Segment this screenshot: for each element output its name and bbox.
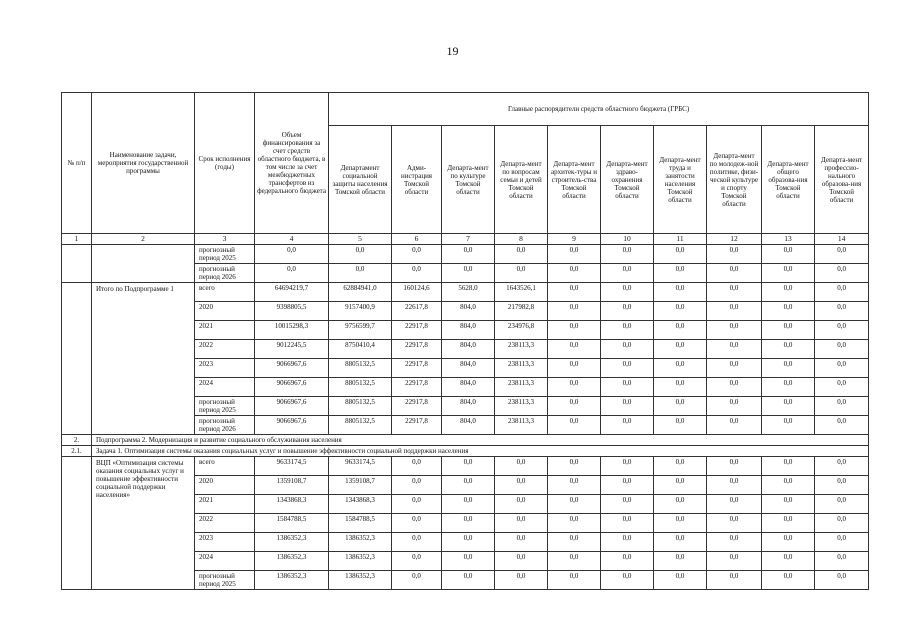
value-cell: 0,0 xyxy=(815,340,869,359)
value-cell: 22917,8 xyxy=(392,378,442,397)
value-cell: 0,0 xyxy=(654,495,707,514)
section-row xyxy=(62,435,869,446)
section-index: 2. xyxy=(62,435,92,446)
row-year: 2024 xyxy=(195,552,255,571)
value-cell: 0,0 xyxy=(442,457,495,476)
value-cell: 0,0 xyxy=(548,416,601,435)
row-year: всего xyxy=(195,283,255,302)
col-number: 11 xyxy=(654,234,707,245)
value-cell: 0,0 xyxy=(495,533,548,552)
value-cell: 9398805,5 xyxy=(255,302,329,321)
value-cell: 1343868,3 xyxy=(255,495,329,514)
value-cell: 0,0 xyxy=(815,533,869,552)
col-number: 1 xyxy=(62,234,92,245)
value-cell: 0,0 xyxy=(548,571,601,590)
value-cell: 1584788,5 xyxy=(255,514,329,533)
value-cell: 0,0 xyxy=(601,552,654,571)
col-number: 10 xyxy=(601,234,654,245)
value-cell: 0,0 xyxy=(495,264,548,283)
col-number: 3 xyxy=(195,234,255,245)
value-cell: 9756599,7 xyxy=(329,321,392,340)
value-cell: 0,0 xyxy=(548,264,601,283)
value-cell: 0,0 xyxy=(762,264,815,283)
header-grbs-general-education: Департа-мент общего образова-ния Томской области xyxy=(762,126,815,234)
value-cell: 0,0 xyxy=(392,264,442,283)
value-cell: 0,0 xyxy=(707,302,762,321)
value-cell: 0,0 xyxy=(815,302,869,321)
value-cell: 0,0 xyxy=(442,514,495,533)
value-cell: 0,0 xyxy=(815,264,869,283)
value-cell: 1643526,1 xyxy=(495,283,548,302)
value-cell: 0,0 xyxy=(601,495,654,514)
value-cell: 0,0 xyxy=(707,321,762,340)
value-cell: 0,0 xyxy=(392,533,442,552)
col-number: 13 xyxy=(762,234,815,245)
value-cell: 0,0 xyxy=(601,302,654,321)
table-row xyxy=(62,457,869,476)
value-cell: 9066967,6 xyxy=(255,416,329,435)
value-cell: 0,0 xyxy=(707,359,762,378)
value-cell: 0,0 xyxy=(815,416,869,435)
value-cell: 0,0 xyxy=(442,245,495,264)
value-cell: 0,0 xyxy=(601,397,654,416)
value-cell: 0,0 xyxy=(762,476,815,495)
row-year: прогнозный период 2025 xyxy=(195,571,255,590)
value-cell: 0,0 xyxy=(495,457,548,476)
value-cell: 0,0 xyxy=(654,321,707,340)
value-cell: 0,0 xyxy=(442,571,495,590)
value-cell: 1386352,3 xyxy=(329,571,392,590)
value-cell: 0,0 xyxy=(601,514,654,533)
value-cell: 22617,8 xyxy=(392,302,442,321)
header-name: Наименование задачи, мероприятия государственной программы xyxy=(92,93,195,234)
header-grbs-group: Главные распорядители средств областного бюджета (ГРБС) xyxy=(329,93,869,126)
value-cell: 1359108,7 xyxy=(255,476,329,495)
value-cell: 0,0 xyxy=(601,416,654,435)
value-cell: 0,0 xyxy=(762,416,815,435)
value-cell: 0,0 xyxy=(815,495,869,514)
value-cell: 0,0 xyxy=(442,533,495,552)
value-cell: 804,0 xyxy=(442,340,495,359)
value-cell: 0,0 xyxy=(601,359,654,378)
value-cell: 0,0 xyxy=(707,571,762,590)
value-cell: 238113,3 xyxy=(495,416,548,435)
value-cell: 1359108,7 xyxy=(329,476,392,495)
value-cell: 9066967,6 xyxy=(255,378,329,397)
row-year: 2023 xyxy=(195,359,255,378)
value-cell: 0,0 xyxy=(442,264,495,283)
row-year: 2022 xyxy=(195,340,255,359)
value-cell: 0,0 xyxy=(654,264,707,283)
row-year: прогнозный период 2026 xyxy=(195,264,255,283)
value-cell: 1386352,3 xyxy=(329,533,392,552)
value-cell: 0,0 xyxy=(654,457,707,476)
value-cell: 0,0 xyxy=(548,514,601,533)
value-cell: 1386352,3 xyxy=(255,552,329,571)
value-cell: 0,0 xyxy=(815,457,869,476)
value-cell: 0,0 xyxy=(392,571,442,590)
value-cell: 0,0 xyxy=(548,321,601,340)
row-name: Итого по Подпрограмме 1 xyxy=(92,283,195,435)
value-cell: 0,0 xyxy=(762,321,815,340)
value-cell: 0,0 xyxy=(601,457,654,476)
value-cell: 0,0 xyxy=(762,514,815,533)
value-cell: 804,0 xyxy=(442,302,495,321)
value-cell: 0,0 xyxy=(654,416,707,435)
value-cell: 0,0 xyxy=(601,533,654,552)
value-cell: 804,0 xyxy=(442,321,495,340)
value-cell: 0,0 xyxy=(392,495,442,514)
value-cell: 9066967,6 xyxy=(255,397,329,416)
value-cell: 0,0 xyxy=(707,533,762,552)
col-number: 4 xyxy=(255,234,329,245)
value-cell: 1386352,3 xyxy=(329,552,392,571)
value-cell: 0,0 xyxy=(815,571,869,590)
value-cell: 804,0 xyxy=(442,416,495,435)
row-year: прогнозный период 2026 xyxy=(195,416,255,435)
value-cell: 234976,8 xyxy=(495,321,548,340)
row-year: 2022 xyxy=(195,514,255,533)
value-cell: 0,0 xyxy=(707,416,762,435)
header-grbs-professional-education: Департа-мент профессио-нального образова-ния Томской области xyxy=(815,126,869,234)
value-cell: 0,0 xyxy=(601,378,654,397)
value-cell: 0,0 xyxy=(654,514,707,533)
value-cell: 0,0 xyxy=(548,340,601,359)
section-title: Подпрограмма 2. Модернизация и развитие социального обслуживания населения xyxy=(92,435,869,446)
value-cell: 0,0 xyxy=(654,245,707,264)
value-cell: 217982,8 xyxy=(495,302,548,321)
value-cell: 0,0 xyxy=(548,378,601,397)
value-cell: 0,0 xyxy=(329,245,392,264)
row-year: прогнозный период 2025 xyxy=(195,245,255,264)
row-year: прогнозный период 2025 xyxy=(195,397,255,416)
value-cell: 0,0 xyxy=(707,495,762,514)
value-cell: 0,0 xyxy=(654,571,707,590)
value-cell: 0,0 xyxy=(815,397,869,416)
value-cell: 0,0 xyxy=(654,476,707,495)
value-cell: 0,0 xyxy=(392,552,442,571)
row-year: 2021 xyxy=(195,321,255,340)
row-name xyxy=(92,245,195,283)
row-name: ВЦП «Оптимизация системы оказания социальных услуг и повышение эффективности социальной поддержки населения» xyxy=(92,457,195,590)
value-cell: 0,0 xyxy=(815,378,869,397)
value-cell: 0,0 xyxy=(707,552,762,571)
value-cell: 0,0 xyxy=(392,245,442,264)
col-number: 6 xyxy=(392,234,442,245)
value-cell: 0,0 xyxy=(707,264,762,283)
section-title: Задача 1. Оптимизация системы оказания социальных услуг и повышение эффективности социальной поддержки населения xyxy=(92,446,869,457)
value-cell: 62884941,0 xyxy=(329,283,392,302)
value-cell: 0,0 xyxy=(255,264,329,283)
value-cell: 0,0 xyxy=(707,283,762,302)
section-index: 2.1. xyxy=(62,446,92,457)
section-row xyxy=(62,446,869,457)
value-cell: 0,0 xyxy=(707,245,762,264)
header-grbs-architecture: Департа-мент архитек-туры и строитель-ства Томской области xyxy=(548,126,601,234)
value-cell: 22917,8 xyxy=(392,397,442,416)
value-cell: 0,0 xyxy=(762,283,815,302)
value-cell: 0,0 xyxy=(329,264,392,283)
value-cell: 0,0 xyxy=(495,571,548,590)
value-cell: 9012245,5 xyxy=(255,340,329,359)
value-cell: 0,0 xyxy=(762,359,815,378)
value-cell: 0,0 xyxy=(601,321,654,340)
header-volume: Объем финансирования за счет средств областного бюджета, в том числе за счет межбюджетных трансфертов из федерального бюджета xyxy=(255,93,329,234)
row-year: 2020 xyxy=(195,476,255,495)
value-cell: 0,0 xyxy=(815,359,869,378)
value-cell: 238113,3 xyxy=(495,359,548,378)
value-cell: 0,0 xyxy=(548,302,601,321)
value-cell: 238113,3 xyxy=(495,397,548,416)
value-cell: 0,0 xyxy=(392,457,442,476)
value-cell: 8805132,5 xyxy=(329,397,392,416)
header-row-top xyxy=(62,93,869,126)
value-cell: 8805132,5 xyxy=(329,416,392,435)
value-cell: 238113,3 xyxy=(495,378,548,397)
value-cell: 22917,8 xyxy=(392,359,442,378)
value-cell: 22917,8 xyxy=(392,416,442,435)
value-cell: 0,0 xyxy=(495,495,548,514)
value-cell: 0,0 xyxy=(707,476,762,495)
value-cell: 0,0 xyxy=(762,245,815,264)
value-cell: 0,0 xyxy=(548,457,601,476)
table-row xyxy=(62,245,869,264)
header-grbs-family: Департа-мент по вопросам семьи и детей Томской области xyxy=(495,126,548,234)
value-cell: 0,0 xyxy=(762,571,815,590)
row-year: 2023 xyxy=(195,533,255,552)
value-cell: 160124,6 xyxy=(392,283,442,302)
value-cell: 804,0 xyxy=(442,359,495,378)
value-cell: 22917,8 xyxy=(392,340,442,359)
row-index xyxy=(62,245,92,283)
value-cell: 0,0 xyxy=(762,495,815,514)
value-cell: 0,0 xyxy=(255,245,329,264)
value-cell: 0,0 xyxy=(762,378,815,397)
page-number: 19 xyxy=(446,44,459,58)
header-grbs-culture: Департа-мент по культуре Томской области xyxy=(442,126,495,234)
value-cell: 9066967,6 xyxy=(255,359,329,378)
value-cell: 0,0 xyxy=(601,340,654,359)
value-cell: 0,0 xyxy=(654,302,707,321)
value-cell: 10015298,3 xyxy=(255,321,329,340)
value-cell: 0,0 xyxy=(762,457,815,476)
value-cell: 0,0 xyxy=(762,397,815,416)
value-cell: 0,0 xyxy=(392,476,442,495)
value-cell: 0,0 xyxy=(495,245,548,264)
table-body xyxy=(62,245,869,590)
value-cell: 9633174,5 xyxy=(255,457,329,476)
value-cell: 0,0 xyxy=(601,245,654,264)
value-cell: 8805132,5 xyxy=(329,359,392,378)
value-cell: 0,0 xyxy=(654,533,707,552)
value-cell: 0,0 xyxy=(815,283,869,302)
header-grbs-youth: Департа-мент по молодеж-ной политике, физи-ческой культуре и спорту Томской области xyxy=(707,126,762,234)
value-cell: 0,0 xyxy=(707,397,762,416)
value-cell: 0,0 xyxy=(548,283,601,302)
col-number: 2 xyxy=(92,234,195,245)
value-cell: 9157400,9 xyxy=(329,302,392,321)
value-cell: 0,0 xyxy=(654,397,707,416)
value-cell: 0,0 xyxy=(495,476,548,495)
value-cell: 0,0 xyxy=(601,476,654,495)
value-cell: 0,0 xyxy=(707,340,762,359)
budget-table xyxy=(61,92,869,590)
row-index xyxy=(62,283,92,435)
header-grbs-labor: Департа-мент труда и занятости населения Томской области xyxy=(654,126,707,234)
col-number: 12 xyxy=(707,234,762,245)
value-cell: 5628,0 xyxy=(442,283,495,302)
value-cell: 0,0 xyxy=(548,533,601,552)
value-cell: 0,0 xyxy=(548,552,601,571)
value-cell: 0,0 xyxy=(815,245,869,264)
header-term: Срок исполнения (годы) xyxy=(195,93,255,234)
value-cell: 0,0 xyxy=(392,514,442,533)
value-cell: 0,0 xyxy=(548,495,601,514)
value-cell: 0,0 xyxy=(442,476,495,495)
value-cell: 0,0 xyxy=(654,283,707,302)
value-cell: 8805132,5 xyxy=(329,378,392,397)
col-number: 14 xyxy=(815,234,869,245)
value-cell: 0,0 xyxy=(654,340,707,359)
column-number-row xyxy=(62,234,869,245)
value-cell: 0,0 xyxy=(762,340,815,359)
row-year: 2020 xyxy=(195,302,255,321)
col-number: 5 xyxy=(329,234,392,245)
col-number: 9 xyxy=(548,234,601,245)
value-cell: 0,0 xyxy=(654,359,707,378)
value-cell: 0,0 xyxy=(762,533,815,552)
value-cell: 0,0 xyxy=(495,552,548,571)
col-number: 7 xyxy=(442,234,495,245)
value-cell: 0,0 xyxy=(601,264,654,283)
value-cell: 9633174,5 xyxy=(329,457,392,476)
value-cell: 0,0 xyxy=(654,378,707,397)
value-cell: 0,0 xyxy=(762,302,815,321)
value-cell: 0,0 xyxy=(815,321,869,340)
value-cell: 1386352,3 xyxy=(255,571,329,590)
header-grbs-administration: Адми-нистрация Томской области xyxy=(392,126,442,234)
value-cell: 804,0 xyxy=(442,378,495,397)
value-cell: 0,0 xyxy=(707,378,762,397)
value-cell: 0,0 xyxy=(548,245,601,264)
value-cell: 0,0 xyxy=(707,457,762,476)
value-cell: 22917,8 xyxy=(392,321,442,340)
value-cell: 0,0 xyxy=(442,552,495,571)
row-year: всего xyxy=(195,457,255,476)
header-no: № п/п xyxy=(62,93,92,234)
row-year: 2024 xyxy=(195,378,255,397)
value-cell: 0,0 xyxy=(762,552,815,571)
value-cell: 0,0 xyxy=(548,397,601,416)
value-cell: 0,0 xyxy=(495,514,548,533)
value-cell: 238113,3 xyxy=(495,340,548,359)
header-grbs-health: Департа-мент здраво-охранения Томской области xyxy=(601,126,654,234)
value-cell: 64694219,7 xyxy=(255,283,329,302)
row-year: 2021 xyxy=(195,495,255,514)
value-cell: 1343868,3 xyxy=(329,495,392,514)
value-cell: 8750410,4 xyxy=(329,340,392,359)
value-cell: 0,0 xyxy=(548,476,601,495)
value-cell: 0,0 xyxy=(815,514,869,533)
row-index xyxy=(62,457,92,590)
value-cell: 0,0 xyxy=(815,476,869,495)
value-cell: 804,0 xyxy=(442,397,495,416)
value-cell: 0,0 xyxy=(601,283,654,302)
value-cell: 0,0 xyxy=(548,359,601,378)
value-cell: 1584788,5 xyxy=(329,514,392,533)
header-grbs-social: Департамент социальной защиты населения Томской области xyxy=(329,126,392,234)
value-cell: 0,0 xyxy=(601,571,654,590)
value-cell: 0,0 xyxy=(442,495,495,514)
value-cell: 1386352,3 xyxy=(255,533,329,552)
value-cell: 0,0 xyxy=(707,514,762,533)
col-number: 8 xyxy=(495,234,548,245)
table-row xyxy=(62,283,869,302)
value-cell: 0,0 xyxy=(654,552,707,571)
value-cell: 0,0 xyxy=(815,552,869,571)
